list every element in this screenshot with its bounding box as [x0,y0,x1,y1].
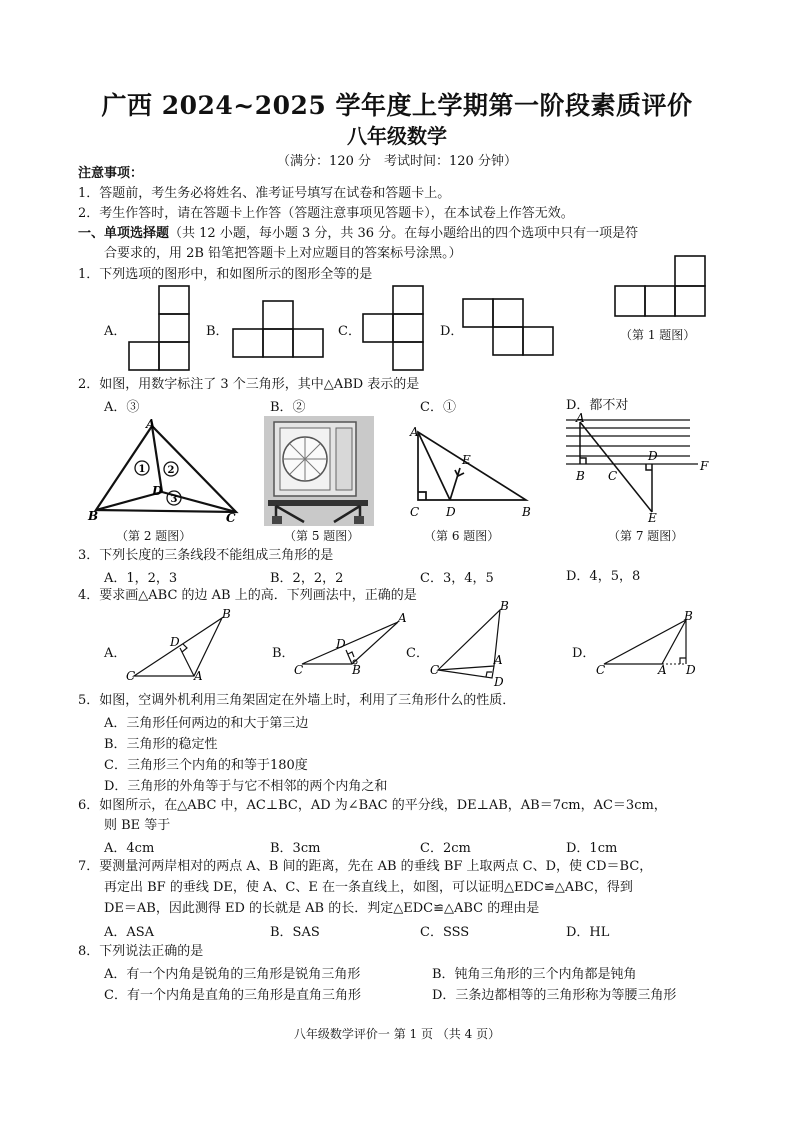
svg-text:D: D [648,449,658,463]
svg-text:A: A [146,417,156,431]
q7-option-b[interactable]: B．SAS [270,925,320,940]
svg-text:C: C [410,505,420,519]
fig2-triangle-diagram [88,418,248,524]
exam-meta: （满分：120 分 考试时间：120 分钟） [277,154,517,169]
fig5-air-conditioner-photo [264,416,374,526]
svg-text:E: E [462,453,471,467]
q1-caption: （第 1 题图） [620,328,696,342]
fig5-caption: （第 5 题图） [284,529,360,543]
q6-option-b[interactable]: B．3cm [270,841,321,856]
svg-text:A: A [398,611,407,625]
q1-option-c[interactable]: C． [338,324,361,339]
q8-option-b[interactable]: B．钝角三角形的三个内角都是钝角 [432,967,637,982]
q6-option-d[interactable]: D．1cm [566,841,618,856]
q8-stem: 8．下列说法正确的是 [78,944,204,959]
page-footer: 八年级数学评价一 第 1 页 （共 4 页） [293,1027,501,1041]
section-desc-2: 合要求的，用 2B 铅笔把答题卡上对应题目的答案标号涂黑。） [104,246,462,261]
svg-text:A: A [410,425,419,439]
svg-text:D: D [686,663,696,677]
q6-option-a[interactable]: A．4cm [104,841,155,856]
q5-stem: 5．如图，空调外机利用三角架固定在外墙上时，利用了三角形什么的性质． [78,693,516,708]
fig7-river-diagram [560,411,720,525]
q8-option-d[interactable]: D．三条边都相等的三角形称为等腰三角形 [432,988,677,1003]
q2-stem: 2．如图，用数字标注了 3 个三角形，其中△ABD 表示的是 [78,377,420,392]
q3-option-b[interactable]: B．2，2，2 [270,571,344,586]
q4-figure-a [126,607,231,683]
svg-text:1: 1 [138,464,146,475]
q7-stem-line-2: 再定出 BF 的垂线 DE，使 A、C、E 在一条直线上，如图，可以证明△EDC≌△ABC，得到 [104,880,633,895]
svg-text:E: E [648,511,657,525]
svg-text:C: C [596,663,606,677]
notice-heading: 注意事项： [78,166,144,181]
svg-text:C: C [226,511,236,525]
q4-option-d[interactable]: D． [572,646,596,661]
svg-text:D: D [494,675,504,689]
q1-option-b[interactable]: B． [206,324,229,339]
q7-stem-line-3: DE＝AB，因此测得 ED 的长就是 AB 的长．判定△EDC≌△ABC 的理由是 [104,901,540,916]
q1-reference-figure [614,255,708,321]
q7-stem-line-1: 7．要测量河两岸相对的两点 A、B 间的距离，先在 AB 的垂线 BF 上取两点 C、D，使 CD＝BC， [78,859,653,874]
q6-stem-line-2: 则 BE 等于 [104,818,171,833]
q3-option-a[interactable]: A．1，2，3 [104,571,178,586]
q7-option-d[interactable]: D．HL [566,925,610,940]
svg-text:B: B [684,609,693,623]
svg-text:D: D [446,505,456,519]
svg-text:3: 3 [170,494,178,505]
svg-text:F: F [700,459,709,473]
svg-text:B: B [352,663,361,677]
svg-text:A: A [194,669,203,683]
svg-text:C: C [430,663,440,677]
q4-figure-c [428,599,509,689]
q4-option-b[interactable]: B． [272,646,295,661]
q4-option-c[interactable]: C． [406,646,429,661]
notice-item-2: 2．考生作答时，请在答题卡上作答（答题注意事项见答题卡），在本试卷上作答无效。 [78,206,574,221]
svg-text:D: D [152,484,163,498]
section-desc-1: （共 12 小题，每小题 3 分，共 36 分。在每小题给出的四个选项中只有一项是符 [169,226,639,241]
q5-option-c[interactable]: C．三角形三个内角的和等于180度 [104,758,308,773]
q8-option-c[interactable]: C．有一个内角是直角的三角形是直角三角形 [104,988,361,1003]
q1-figure-b [232,300,326,358]
svg-text:A: A [576,411,585,425]
svg-text:A: A [494,653,503,667]
q4-figure-d [596,609,708,677]
fig6-caption: （第 6 题图） [424,529,500,543]
q3-option-c[interactable]: C．3，4，5 [420,571,494,586]
q5-option-b[interactable]: B．三角形的稳定性 [104,737,218,752]
q5-option-d[interactable]: D．三角形的外角等于与它不相邻的两个内角之和 [104,779,388,794]
svg-text:A: A [658,663,667,677]
q8-option-a[interactable]: A．有一个内角是锐角的三角形是锐角三角形 [104,967,361,982]
q2-option-c[interactable]: C．① [420,400,456,415]
q2-option-d[interactable]: D．都不对 [566,398,629,413]
q1-option-a[interactable]: A． [104,324,127,339]
svg-text:2: 2 [167,465,175,476]
q7-option-c[interactable]: C．SSS [420,925,470,940]
q3-stem: 3．下列长度的三条线段不能组成三角形的是 [78,548,334,563]
svg-text:B: B [88,509,99,523]
section-heading [78,224,638,244]
q4-stem: 4．要求画△ABC 的边 AB 上的高．下列画法中，正确的是 [78,588,417,603]
q4-figure-b [294,611,407,677]
fig6-triangle-diagram [406,424,542,520]
svg-text:C: C [126,669,136,683]
fig7-caption: （第 7 题图） [608,529,684,543]
q2-option-a[interactable]: A．③ [104,400,140,415]
q7-option-a[interactable]: A．ASA [104,925,155,940]
svg-text:B: B [522,505,531,519]
q1-figure-c [362,285,426,371]
svg-text:B: B [222,607,231,621]
q6-option-c[interactable]: C．2cm [420,841,471,856]
svg-text:C: C [608,469,618,483]
svg-text:B: B [500,599,509,613]
fig2-caption: （第 2 题图） [116,529,192,543]
q1-figure-a [128,285,192,371]
svg-text:D: D [336,637,346,651]
page-title: 广西 2024~2025 学年度上学期第一阶段素质评价 [101,91,693,120]
q5-option-a[interactable]: A．三角形任何两边的和大于第三边 [104,716,309,731]
q1-option-d[interactable]: D． [440,324,464,339]
svg-text:D: D [170,635,180,649]
subject-title: 八年级数学 [347,124,447,148]
q1-stem: 1．下列选项的图形中，和如图所示的图形全等的是 [78,267,373,282]
notice-item-1: 1．答题前，考生务必将姓名、准考证号填写在试卷和答题卡上。 [78,186,451,201]
svg-text:C: C [294,663,304,677]
q4-option-a[interactable]: A． [104,646,127,661]
section-heading-title: 一、单项选择题 [78,226,170,241]
q1-figure-d [462,298,556,358]
q6-stem-line-1: 6．如图所示，在△ABC 中，AC⊥BC，AD 为∠BAC 的平分线，DE⊥AB，AB＝7cm，AC＝3cm， [78,798,667,813]
svg-text:B: B [576,469,585,483]
q3-option-d[interactable]: D．4，5，8 [566,569,641,584]
q2-option-b[interactable]: B．② [270,400,306,415]
